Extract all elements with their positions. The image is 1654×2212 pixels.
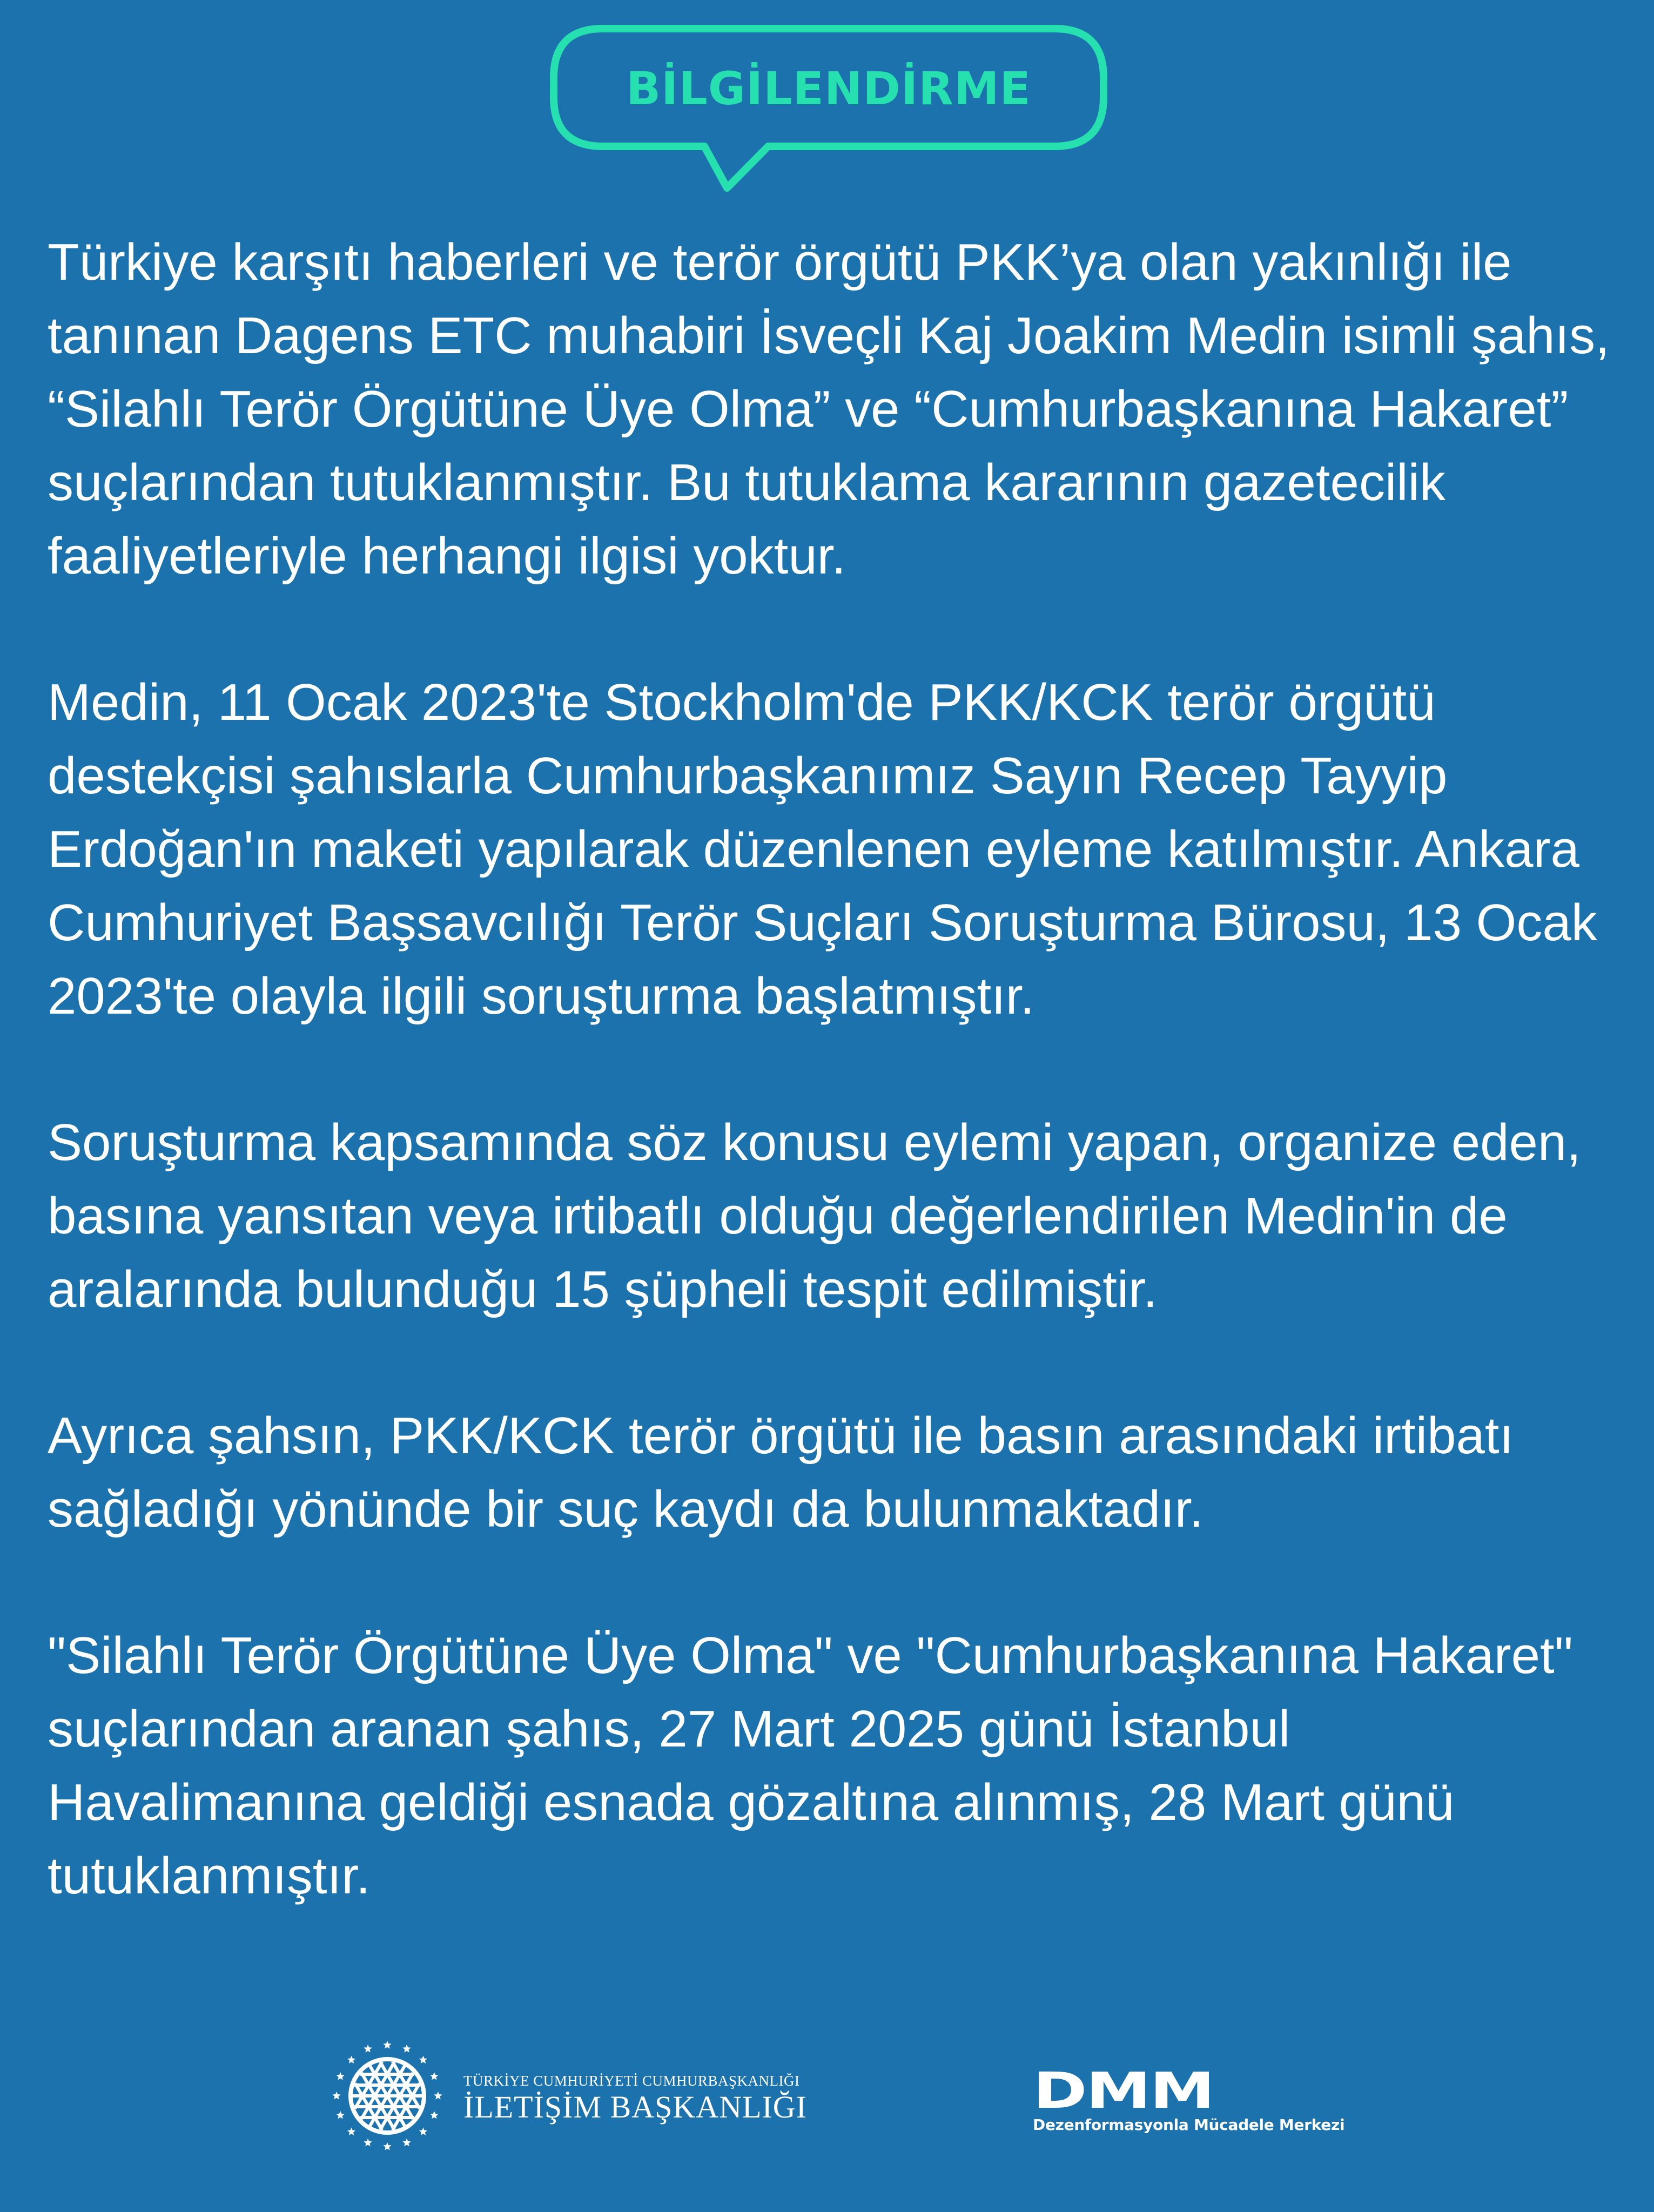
paragraph-event-background: Medin, 11 Ocak 2023'te Stockholm'de PKK/KCK terör örgütü destekçisi şahıslarla Cumhurbaşkanımız Sayın Recep Tayyip Erdoğan'ın maketi yapılarak düzenlenen eyleme katılmıştır. Ankara Cumhuriyet Başsavcılığı Terör Suçları Soruşturma Bürosu, 13 Ocak 2023'te olayla ilgili soruşturma başlatmıştır. <box>48 673 1597 1025</box>
announcement-body <box>48 226 1614 1913</box>
dmm-wordmark: DMM <box>1033 2062 1214 2120</box>
dmm-subtitle: Dezenformasyonla Mücadele Merkezi <box>1033 2116 1345 2134</box>
speech-bubble-icon <box>549 24 1108 213</box>
footer-logos <box>0 2031 1654 2160</box>
paragraph-criminal-record: Ayrıca şahsın, PKK/KCK terör örgütü ile basın arasındaki irtibatı sağladığı yönünde bir suç kaydı da bulunmaktadır. <box>48 1407 1514 1538</box>
paragraph-detention: "Silahlı Terör Örgütüne Üye Olma" ve "Cumhurbaşkanına Hakaret" suçlarından aranan şahıs, 27 Mart 2025 günü İstanbul Havalimanına geldiği esnada gözaltına alınmış, 28 Mart günü tutuklanmıştır. <box>48 1627 1573 1905</box>
dmm-logo <box>1033 2031 1357 2160</box>
paragraph-investigation: Soruşturma kapsamında söz konusu eylemi yapan, organize eden, basına yansıtan veya irtibatlı olduğu değerlendirilen Medin'in de aralarında bulunduğu 15 şüpheli tespit edilmiştir. <box>48 1114 1581 1318</box>
iletisim-baskanligi-logo <box>331 2031 871 2160</box>
announcement-badge <box>549 24 1108 213</box>
badge-label: BİLGİLENDİRME <box>626 62 1031 115</box>
paragraph-arrest-summary: Türkiye karşıtı haberleri ve terör örgütü PKK’ya olan yakınlığı ile tanınan Dagens ETC muhabiri İsveçli Kaj Joakim Medin isimli şahıs, “Silahlı Terör Örgütüne Üye Olma” ve “Cumhurbaşkanına Hakaret” suçlarından tutuklanmıştır. Bu tutuklama kararının gazetecilik faaliyetleriyle herhangi ilgisi yoktur. <box>48 233 1610 585</box>
iletisim-org-subtitle: TÜRKİYE CUMHURİYETİ CUMHURBAŞKANLIĞI <box>463 2073 800 2089</box>
iletisim-org-title: İLETİŞİM BAŞKANLIĞI <box>463 2089 807 2125</box>
star-emblem-icon <box>331 2039 444 2153</box>
